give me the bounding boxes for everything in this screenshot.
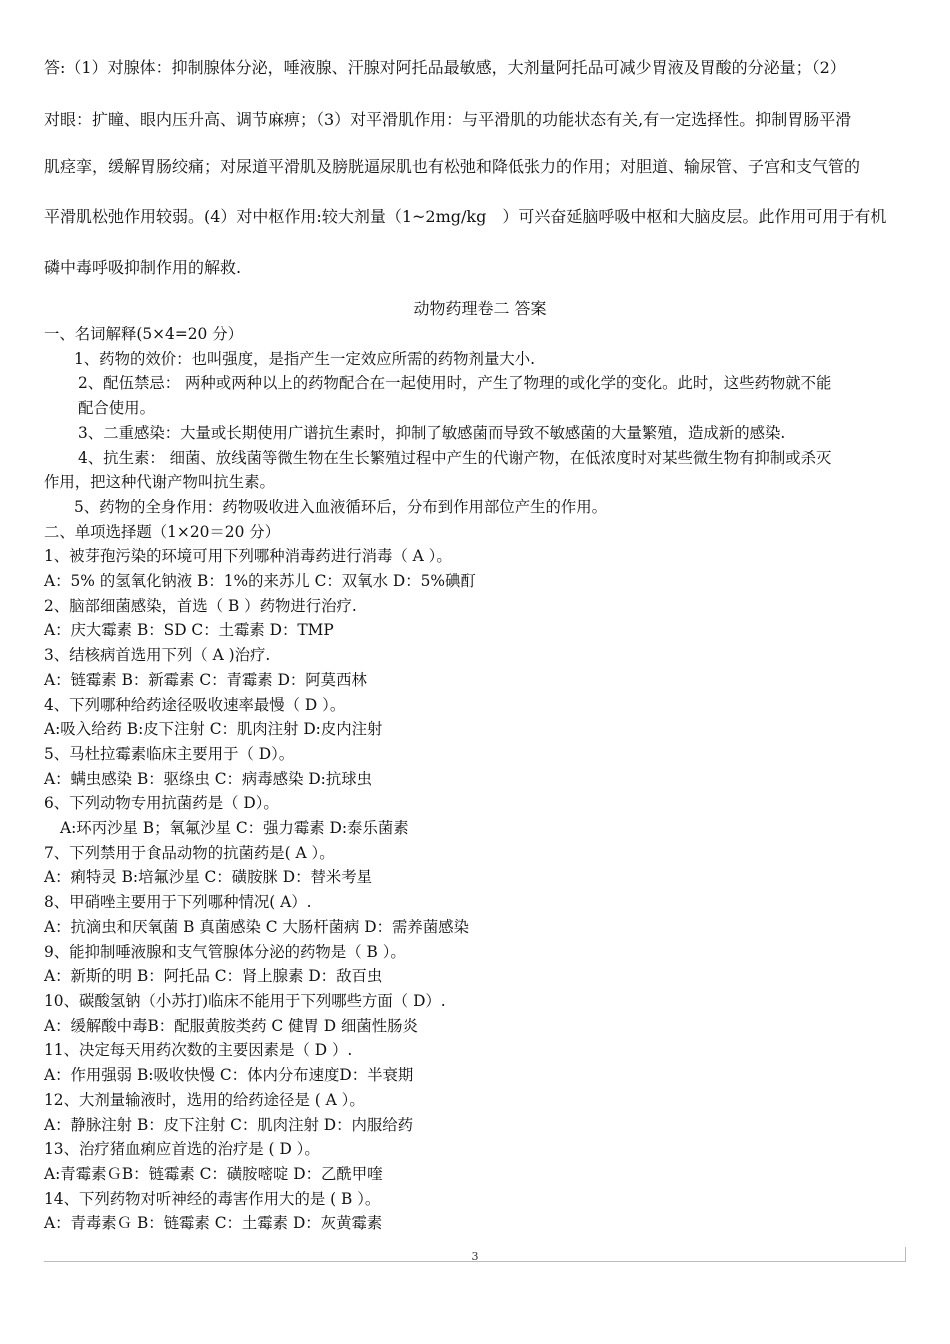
options-line: A：链霉素 B：新霉素 C：青霉素 D：阿莫西林 <box>44 670 367 689</box>
options-line: A：缓解酸中毒B：配服黄胺类药 C 健胃 D 细菌性肠炎 <box>44 1016 418 1035</box>
definition-item: 5、药物的全身作用：药物吸收进入血液循环后，分布到作用部位产生的作用。 <box>74 497 608 516</box>
question-line: 12、大剂量输液时，选用的给药途径是 ( A ）。 <box>44 1090 365 1109</box>
definition-item: 1、药物的效价：也叫强度，是指产生一定效应所需的药物剂量大小. <box>74 349 536 368</box>
question-line: 4、下列哪种给药途径吸收速率最慢（ D ）。 <box>44 695 346 714</box>
options-line: A：庆大霉素 B：SD C：土霉素 D：TMP <box>44 621 334 640</box>
answer-paragraph-line-2: 对眼：扩瞳、眼内压升高、调节麻痹；（3）对平滑肌作用：与平滑肌的功能状态有关,有一定选择性。抑制胃肠平滑 <box>44 110 852 129</box>
question-line: 8、甲硝唑主要用于下列哪种情况( A）. <box>44 893 312 912</box>
answer-paragraph-line-3: 肌痉挛，缓解胃肠绞痛；对尿道平滑肌及膀胱逼尿肌也有松弛和降低张力的作用；对胆道、输尿管、子宫和支气管的 <box>44 157 861 176</box>
question-line: 10、碳酸氢钠（小苏打)临床不能用于下列哪些方面（ D）. <box>44 991 446 1010</box>
question-line: 13、治疗猪血痢应首选的治疗是 ( D ）。 <box>44 1140 320 1159</box>
section-heading-definitions: 一、名词解释(5×4=20 分） <box>44 325 243 343</box>
question-line: 9、能抑制唾液腺和支气管腺体分泌的药物是（ B ）。 <box>44 942 406 961</box>
question-line: 11、决定每天用药次数的主要因素是（ D ）. <box>44 1041 353 1060</box>
options-line: A:吸入给药 B:皮下注射 C：肌肉注射 D:皮内注射 <box>44 720 383 739</box>
question-line: 14、下列药物对听神经的毒害作用大的是 ( B ）。 <box>44 1189 381 1208</box>
definition-item-continuation: 配合使用。 <box>78 399 155 418</box>
answer-paragraph-line-5: 磷中毒呼吸抑制作用的解救. <box>44 258 242 277</box>
exam-answer-title: 动物药理卷二 答案 <box>413 299 547 318</box>
question-line: 5、马杜拉霉素临床主要用于（ D）。 <box>44 744 295 763</box>
definition-item-continuation: 作用，把这种代谢产物叫抗生素。 <box>44 473 275 492</box>
answer-paragraph-line-1: 答:（1）对腺体：抑制腺体分泌，唾液腺、汗腺对阿托品最敏感，大剂量阿托品可减少胃液及胃酸的分泌量；（2） <box>44 58 846 77</box>
options-line: A：痢特灵 B:培氟沙星 C：磺胺脒 D：替米考星 <box>44 868 373 887</box>
answer-body <box>44 322 914 1236</box>
definition-item: 2、配伍禁忌： 两种或两种以上的药物配合在一起使用时，产生了物理的或化学的变化。此时，这些药物就不能 <box>78 374 832 393</box>
definition-item: 4、抗生素： 细菌、放线菌等微生物在生长繁殖过程中产生的代谢产物，在低浓度时对某些微生物有抑制或杀灭 <box>78 448 832 467</box>
answer-paragraph-line-4: 平滑肌松弛作用较弱。(4）对中枢作用:较大剂量（1~2mg/kg ）可兴奋延脑呼吸中枢和大脑皮层。此作用可用于有机 <box>44 207 887 226</box>
options-line: A：静脉注射 B：皮下注射 C：肌肉注射 D：内服给药 <box>44 1115 414 1134</box>
definition-item: 3、二重感染：大量或长期使用广谱抗生素时，抑制了敏感菌而导致不敏感菌的大量繁殖，造成新的感染. <box>78 423 786 442</box>
question-line: 6、下列动物专用抗菌药是（ D）。 <box>44 794 279 813</box>
options-line: A:青霉素ＧB：链霉素 C：磺胺嘧啶 D：乙酰甲喹 <box>44 1164 383 1183</box>
question-line: 2、脑部细菌感染，首选（ B ）药物进行治疗. <box>44 596 357 615</box>
question-line: 3、结核病首选用下列（ A )治疗. <box>44 646 271 665</box>
options-line: A：抗滴虫和厌氧菌 B 真菌感染 C 大肠杆菌病 D：需养菌感染 <box>44 917 469 936</box>
options-line: A：螨虫感染 B：驱绦虫 C：病毒感染 D:抗球虫 <box>44 769 373 788</box>
options-line: A：新斯的明 B：阿托品 C：肾上腺素 D：敌百虫 <box>44 967 383 986</box>
options-line: A:环丙沙星 B；氧氟沙星 C：强力霉素 D:泰乐菌素 <box>60 819 409 838</box>
question-line: 1、被芽孢污染的环境可用下列哪种消毒药进行消毒（ A ）。 <box>44 547 452 566</box>
question-line: 7、下列禁用于食品动物的抗菌药是( A ）。 <box>44 843 335 862</box>
options-line: A：作用强弱 B:吸收快慢 C：体内分布速度D：半衰期 <box>44 1066 414 1085</box>
options-line: A：青毒素Ｇ B：链霉素 C：土霉素 D：灰黄霉素 <box>44 1214 383 1233</box>
section-heading-choice: 二、单项选择题（1×20＝20 分） <box>44 522 281 541</box>
options-line: A：5% 的氢氧化钠液 B：1%的来苏儿 C：双氧水 D：5%碘酊 <box>44 572 476 591</box>
page-number: 3 <box>471 1250 479 1263</box>
